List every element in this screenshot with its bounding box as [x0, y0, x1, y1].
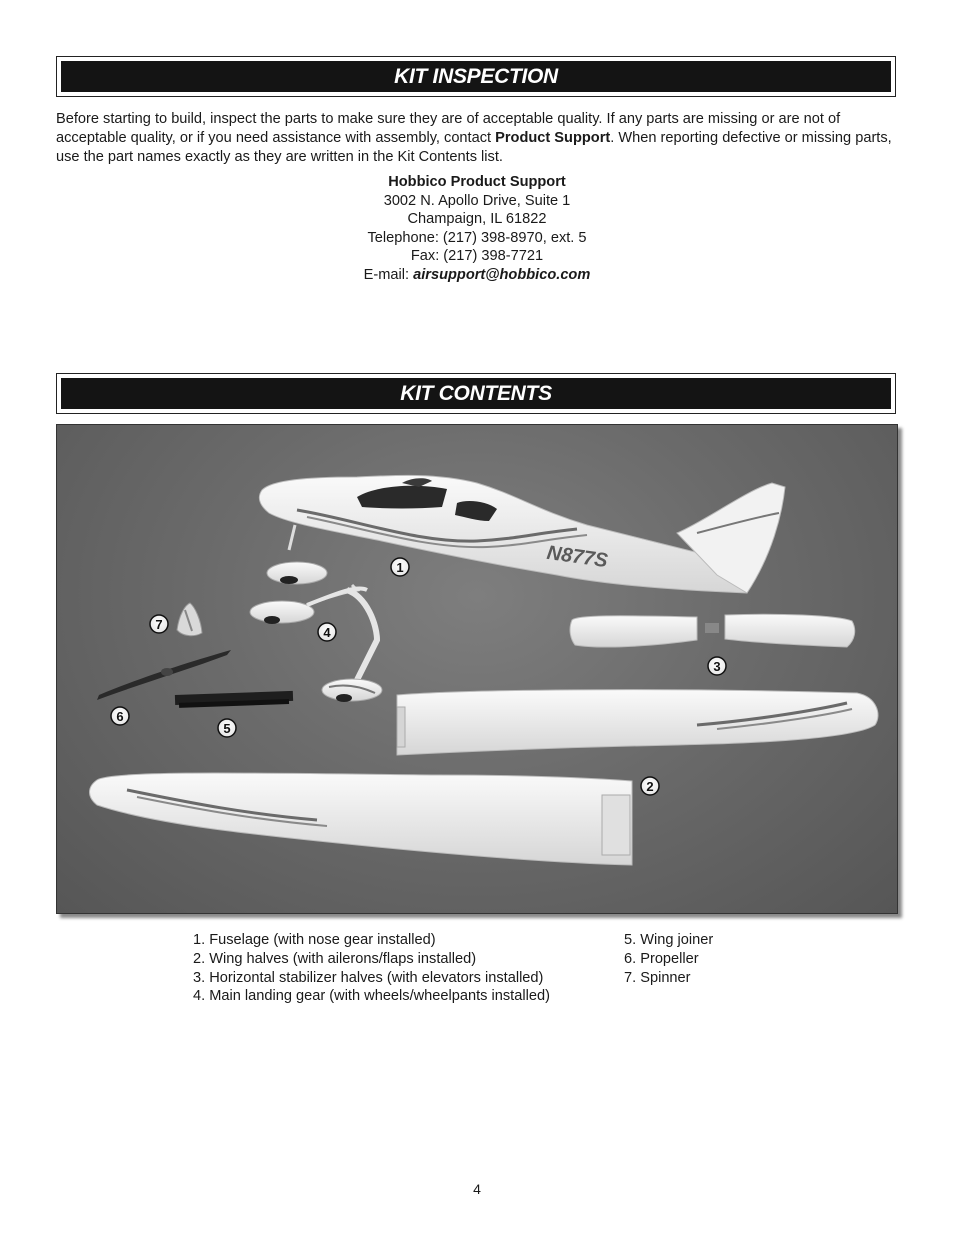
kit-inspection-header	[56, 56, 896, 97]
kit-parts-illustration	[57, 425, 898, 914]
callout-3	[708, 657, 726, 675]
stabilizer-halves-part	[570, 614, 855, 647]
support-street: 3002 N. Apollo Drive, Suite 1	[383, 192, 571, 209]
callout-3-label: 3	[713, 659, 721, 674]
list-item: 4. Main landing gear (with wheels/wheelpants installed)	[193, 988, 550, 1005]
registration-label: N877S	[545, 541, 610, 573]
inspection-text-2: . When reporting defective or missing parts, use the part names exactly as they are written in the Kit Contents list.	[56, 130, 892, 165]
contents-list-right	[624, 931, 713, 987]
support-email-line	[277, 266, 677, 285]
email-label: E-mail:	[363, 266, 414, 283]
list-item: 2. Wing halves (with ailerons/flaps installed)	[193, 950, 477, 967]
callout-7	[150, 615, 168, 633]
callout-5	[218, 719, 236, 737]
support-telephone: Telephone: (217) 398-8970, ext. 5	[367, 229, 587, 246]
callout-1	[391, 558, 409, 576]
contents-list-left	[193, 931, 550, 1006]
callout-7-label: 7	[155, 617, 163, 632]
support-address	[277, 173, 677, 285]
main-landing-gear-part	[250, 585, 382, 702]
callout-4	[318, 623, 336, 641]
support-name: Hobbico Product Support	[388, 174, 566, 190]
propeller-part	[97, 650, 231, 700]
support-fax: Fax: (217) 398-7721	[410, 248, 544, 265]
list-item: 3. Horizontal stabilizer halves (with elevators installed)	[193, 969, 544, 986]
wing-half-right-part	[397, 690, 878, 755]
kit-inspection-title: KIT INSPECTION	[61, 61, 891, 92]
inspection-paragraph	[56, 110, 898, 167]
list-item: 6. Propeller	[624, 950, 699, 967]
callout-6	[111, 707, 129, 725]
callout-4-label: 4	[323, 625, 331, 640]
kit-contents-photo	[56, 424, 898, 914]
callout-2-label: 2	[646, 779, 654, 794]
list-item: 5. Wing joiner	[624, 932, 714, 948]
kit-contents-header	[56, 373, 896, 414]
inspection-text-1: Before starting to build, inspect the parts to make sure they are of acceptable quality. If any parts are missing or are not of acceptable quality, or if you need assistance with assembly, contact	[56, 111, 841, 146]
kit-contents-title: KIT CONTENTS	[61, 378, 891, 409]
support-city: Champaign, IL 61822	[407, 211, 547, 228]
support-email-link[interactable]: airsupport@hobbico.com	[413, 266, 591, 283]
wing-half-left-part	[90, 773, 633, 865]
list-item: 7. Spinner	[624, 969, 691, 986]
fuselage-part	[259, 475, 785, 593]
callout-1-label: 1	[396, 560, 404, 575]
list-item: 1. Fuselage (with nose gear installed)	[193, 932, 436, 948]
product-support-bold: Product Support	[495, 130, 611, 146]
wing-joiner-part	[175, 691, 293, 708]
callout-6-label: 6	[116, 709, 124, 724]
spinner-part	[177, 603, 202, 636]
callout-2	[641, 777, 659, 795]
callout-5-label: 5	[223, 721, 231, 736]
page-number: 4	[473, 1181, 481, 1197]
